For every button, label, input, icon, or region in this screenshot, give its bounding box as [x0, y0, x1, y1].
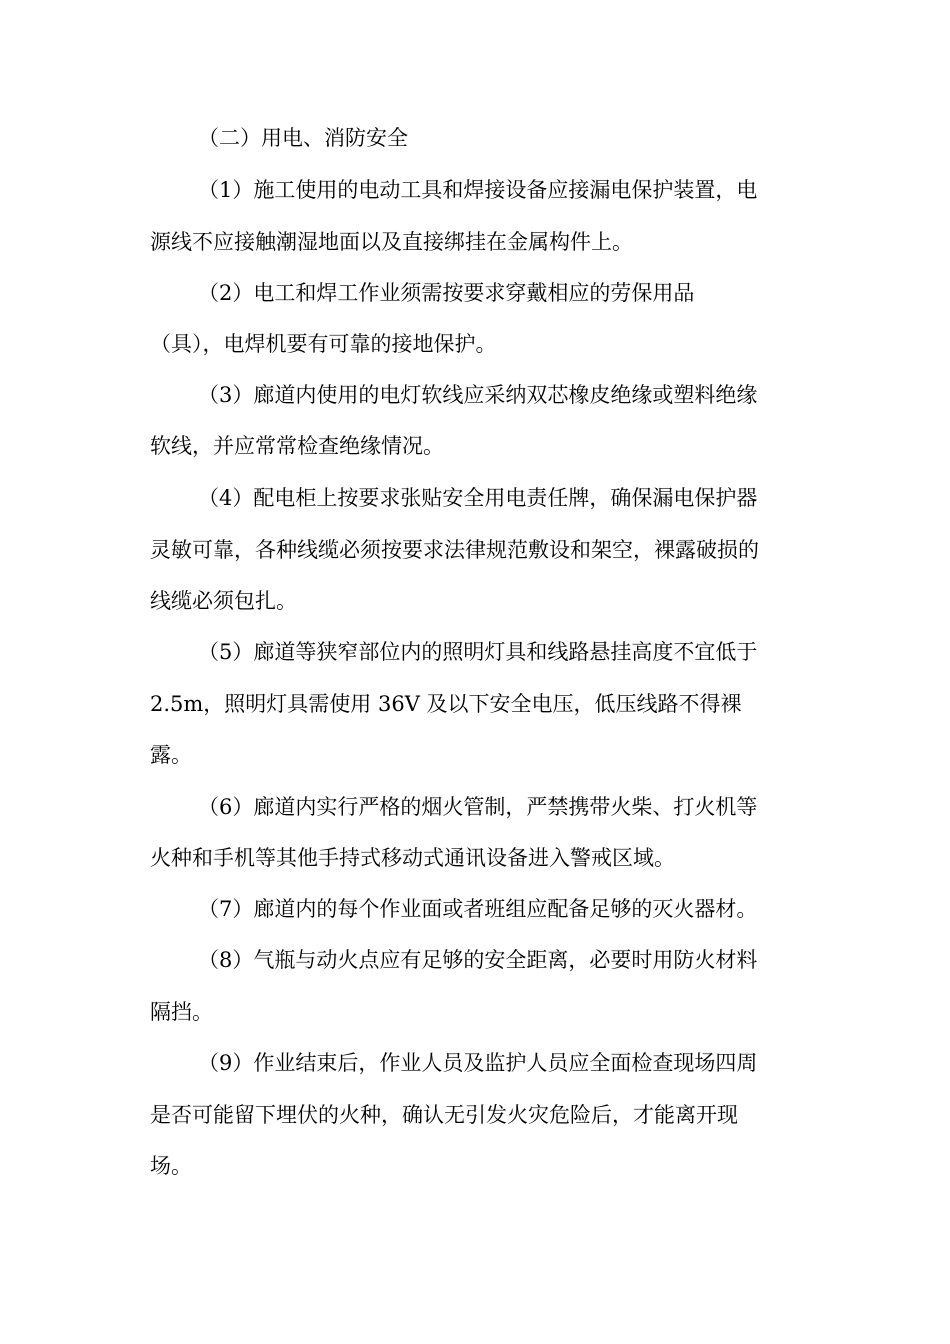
paragraph-3-line-2: 软线，并应常常检查绝缘情况。 [150, 434, 444, 458]
paragraph-4-line-2: 灵敏可靠，各种线缆必须按要求法律规范敷设和架空，裸露破损的 [150, 538, 759, 562]
paragraph-2-line-2: （具），电焊机要有可靠的接地保护。 [150, 332, 497, 356]
paragraph-8-line-2: 隔挡。 [150, 1000, 213, 1024]
paragraph-6-line-2: 火种和手机等其他手持式移动式通讯设备进入警戒区域。 [150, 846, 675, 870]
paragraph-4-line-1: （4）配电柜上按要求张贴安全用电责任牌，确保漏电保护器 [198, 486, 758, 510]
paragraph-5-line-3: 露。 [150, 743, 192, 767]
paragraph-8-line-1: （8）气瓶与动火点应有足够的安全距离，必要时用防火材料 [198, 948, 758, 972]
paragraph-9-line-3: 场。 [150, 1154, 192, 1178]
paragraph-9-line-2: 是否可能留下埋伏的火种，确认无引发火灾危险后，才能离开现 [150, 1103, 738, 1127]
paragraph-1-line-2: 源线不应接触潮湿地面以及直接绑挂在金属构件上。 [150, 230, 633, 254]
paragraph-1-line-1: （1）施工使用的电动工具和焊接设备应接漏电保护装置，电 [198, 178, 758, 202]
paragraph-6-line-1: （6）廊道内实行严格的烟火管制，严禁携带火柴、打火机等 [198, 795, 758, 819]
paragraph-9-line-1: （9）作业结束后，作业人员及监护人员应全面检查现场四周 [198, 1051, 758, 1075]
paragraph-3-line-1: （3）廊道内使用的电灯软线应采纳双芯橡皮绝缘或塑料绝缘 [198, 383, 758, 407]
paragraph-2-line-1: （2）电工和焊工作业须需按要求穿戴相应的劳保用品 [198, 281, 695, 305]
section-heading: （二）用电、消防安全 [198, 126, 408, 150]
paragraph-7-line-1: （7）廊道内的每个作业面或者班组应配备足够的灭火器材。 [198, 897, 758, 921]
paragraph-5-line-1: （5）廊道等狭窄部位内的照明灯具和线路悬挂高度不宜低于 [198, 640, 758, 664]
paragraph-5-line-2: 2.5m，照明灯具需使用 36V 及以下安全电压，低压线路不得裸 [150, 692, 742, 716]
paragraph-4-line-3: 线缆必须包扎。 [150, 589, 297, 613]
